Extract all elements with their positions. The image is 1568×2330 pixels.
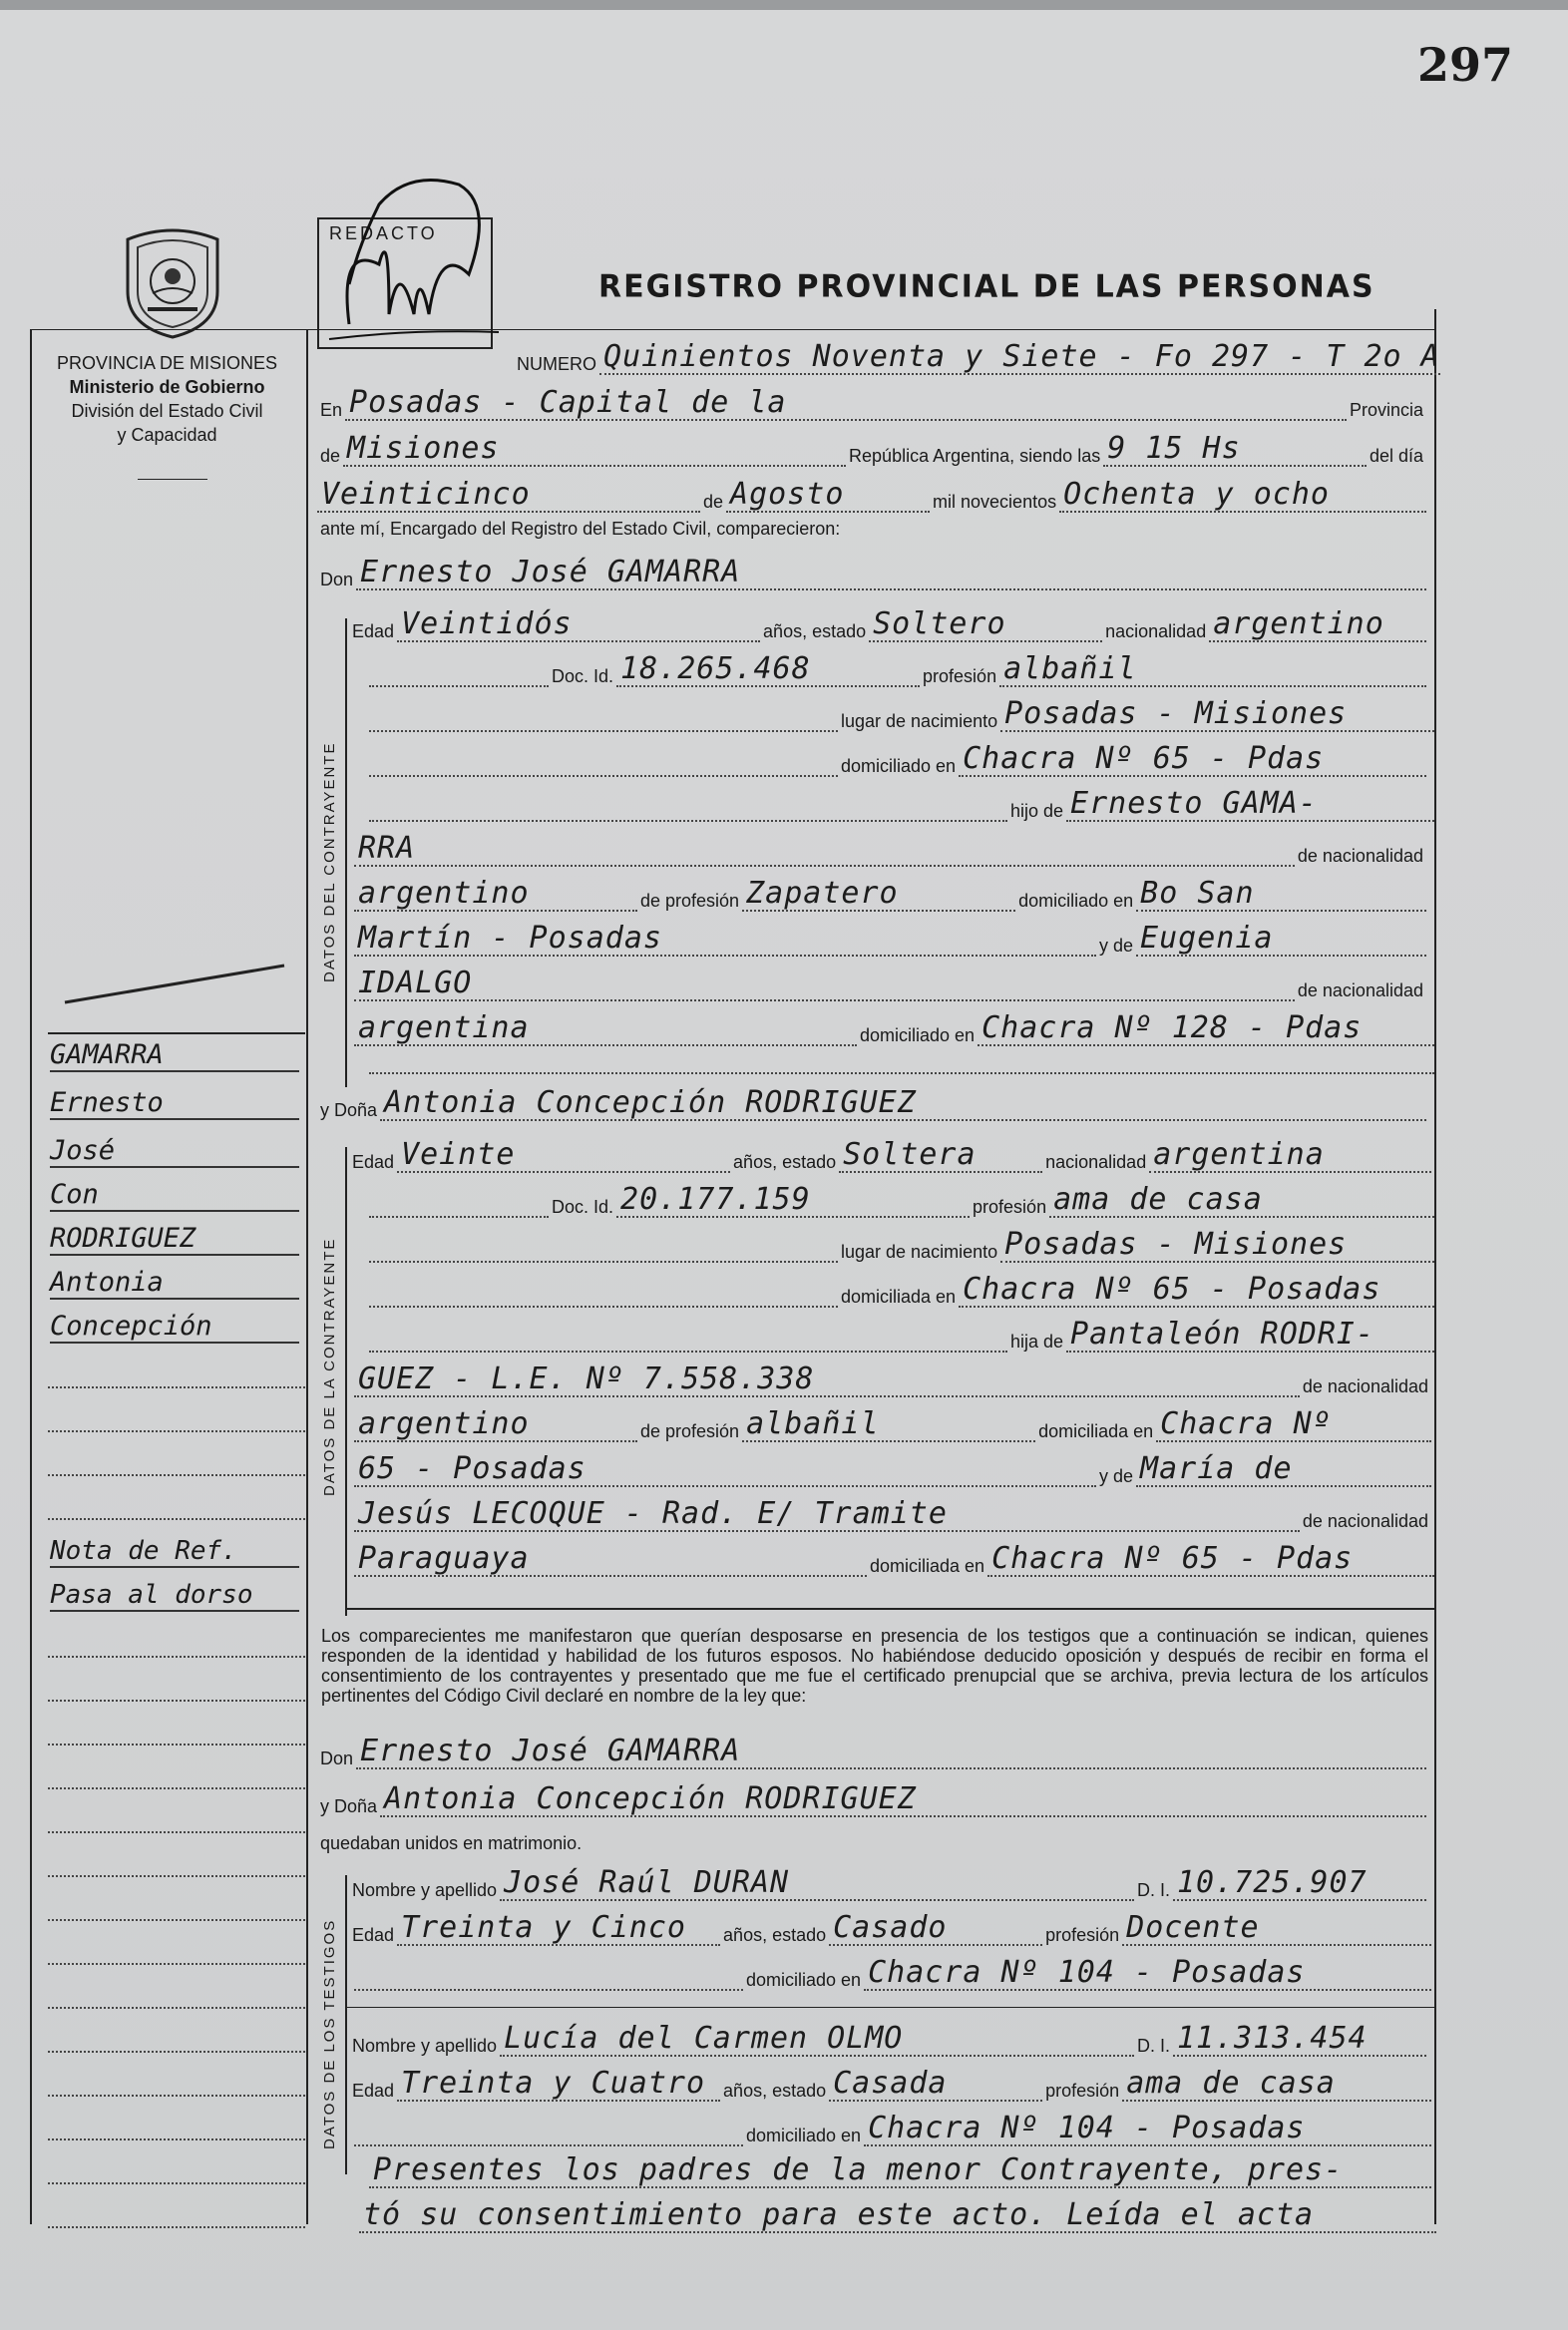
c2-padre-prof-row (354, 1408, 1431, 1442)
top-rule (30, 329, 1436, 330)
divider (138, 479, 207, 480)
margin-note: GAMARRA (50, 1039, 299, 1072)
stamp-label: REDACTO (329, 223, 438, 243)
c2-madre-cont: Jesús LECOQUE - Rad. E/ Tramite (354, 1498, 1300, 1532)
province-label: PROVINCIA DE MISIONES (56, 353, 278, 373)
blank-line (369, 1216, 549, 1218)
c1-padre: Ernesto GAMA- (1066, 788, 1434, 822)
don-label: Don (320, 1748, 354, 1768)
c2-lugar: Posadas - Misiones (1000, 1229, 1434, 1263)
c2-madre-dom: Chacra Nº 65 - Pdas (987, 1543, 1434, 1577)
c2-edad: Veinte (397, 1139, 730, 1173)
edad-label: Edad (352, 1925, 395, 1945)
margin-line (48, 1787, 305, 1789)
hijo-label: hijo de (1010, 801, 1064, 821)
nacionalidad-label: nacionalidad (1105, 621, 1207, 641)
profesion-label: profesión (923, 666, 997, 686)
blank-line (369, 1351, 1007, 1353)
margin-line (48, 2182, 305, 2184)
contrayente2-side-label: DATOS DE LA CONTRAYENTE (321, 1237, 338, 1496)
blank-line (354, 2144, 743, 2146)
c1-padre-nac: argentino (354, 878, 637, 912)
ministry-label: Ministerio de Gobierno (69, 377, 265, 397)
c2-lugar-row (369, 1229, 1434, 1263)
union-dona-value: Antonia Concepción RODRIGUEZ (380, 1783, 1426, 1817)
union-don-row (317, 1736, 1426, 1769)
c2-hija-row (369, 1319, 1434, 1353)
domiciliado-label: domiciliado en (1018, 891, 1134, 911)
de-nacionalidad-label: de nacionalidad (1297, 846, 1423, 866)
margin-line (48, 2095, 305, 2097)
contrayente1-side-label: DATOS DEL CONTRAYENTE (321, 741, 338, 982)
t1-nombre-row (349, 1867, 1426, 1901)
c2-padre-prof: albañil (742, 1408, 1035, 1442)
top-edge (0, 0, 1568, 10)
c1-profesion: albañil (999, 653, 1426, 687)
edad-label: Edad (352, 1152, 395, 1172)
margin-line (48, 1744, 305, 1746)
margin-note: Ernesto (50, 1087, 299, 1120)
c1-madre-dom-row (354, 1012, 1434, 1046)
provincia-label: Provincia (1349, 400, 1423, 420)
c1-doc-row (369, 653, 1426, 687)
y-de-label: y de (1099, 936, 1134, 956)
numero-field (514, 339, 1440, 375)
nombre-label: Nombre y apellido (352, 2036, 498, 2056)
y-de-label: y de (1099, 1466, 1134, 1486)
c1-madre: Eugenia (1136, 923, 1426, 957)
t2-di: 11.313.454 (1173, 2023, 1426, 2057)
t1-edad: Treinta y Cinco (397, 1912, 720, 1946)
c2-madre-row (354, 1453, 1431, 1487)
margin-line (48, 1700, 305, 1702)
c1-domicilio: Chacra Nº 65 - Pdas (959, 743, 1426, 777)
unidos-text: quedaban unidos en matrimonio. (320, 1833, 583, 1853)
margin-line (48, 2051, 305, 2053)
closing-line-2 (359, 2199, 1436, 2233)
c2-madre: María de (1136, 1453, 1431, 1487)
t2-profesion: ama de casa (1122, 2068, 1431, 2102)
t1-di: 10.725.907 (1173, 1867, 1426, 1901)
lugar-label: lugar de nacimiento (841, 711, 998, 731)
dona-field (317, 1087, 1426, 1121)
bracket-line (345, 618, 347, 1087)
blank-line (369, 1261, 838, 1263)
union-don-value: Ernesto José GAMARRA (356, 1736, 1426, 1769)
don-label: Don (320, 570, 354, 589)
union-dona-row (317, 1783, 1426, 1817)
profesion-label: profesión (973, 1197, 1047, 1217)
ante-line (317, 519, 1426, 540)
edad-label: Edad (352, 621, 395, 641)
unidos-row (317, 1833, 916, 1854)
doc-label: Doc. Id. (552, 1197, 614, 1217)
t1-domicilio-row (354, 1957, 1431, 1991)
profesion-label: profesión (1045, 2081, 1120, 2101)
en-value: Posadas - Capital de la (345, 387, 1347, 421)
de-field (317, 433, 1426, 467)
doc-label: Doc. Id. (552, 666, 614, 686)
c2-madre-nac-row (354, 1498, 1431, 1532)
di-label: D. I. (1136, 1880, 1170, 1900)
domiciliada-label: domiciliada en (841, 1287, 957, 1307)
t2-estado: Casada (829, 2068, 1042, 2102)
contrayente1-nombre: Ernesto José GAMARRA (356, 557, 1426, 590)
c1-domicilio-row (369, 743, 1426, 777)
domiciliada-label: domiciliada en (870, 1556, 985, 1576)
estado-label: años, estado (723, 1925, 827, 1945)
nombre-label: Nombre y apellido (352, 1880, 498, 1900)
t2-edad: Treinta y Cuatro (397, 2068, 720, 2102)
division-label: División del Estado Civil (71, 401, 263, 421)
closing-line-1 (369, 2154, 1431, 2188)
c2-edad-row (349, 1139, 1431, 1173)
estado-label: años, estado (763, 621, 867, 641)
c1-padre-dom: Bo San (1136, 878, 1426, 912)
hora-value: 9 15 Hs (1103, 433, 1367, 467)
margin-note: RODRIGUEZ (50, 1223, 299, 1256)
dona-label: y Doña (320, 1796, 378, 1816)
left-border (30, 329, 32, 2224)
blank-line (354, 1989, 743, 1991)
official-signature (319, 165, 499, 354)
margin-line (48, 1919, 305, 1921)
blank-line (369, 730, 838, 732)
dia-value: Veinticinco (317, 479, 700, 513)
dona-label: y Doña (320, 1100, 378, 1120)
t1-profesion: Docente (1122, 1912, 1431, 1946)
de-label: de (320, 446, 341, 466)
republica-label: República Argentina, siendo las (849, 446, 1101, 466)
margin-line (48, 1656, 305, 1658)
domicilio-label: domiciliado en (841, 756, 957, 776)
domiciliado-label: domiciliado en (860, 1025, 976, 1045)
c2-padre-dom: Chacra Nº (1156, 1408, 1431, 1442)
margin-note: Nota de Ref. (50, 1536, 299, 1568)
mil-label: mil novecientos (933, 492, 1057, 512)
de-value: Misiones (343, 433, 846, 467)
blank-line (369, 820, 1007, 822)
testigos-side-label: DATOS DE LOS TESTIGOS (321, 1918, 338, 2149)
c1-edad-row (349, 608, 1426, 642)
c1-padre-cont: RRA (354, 833, 1295, 867)
section-rule (345, 1608, 1434, 1610)
margin-note: Pasa al dorso (50, 1580, 299, 1612)
di-label: D. I. (1136, 2036, 1170, 2056)
bracket-line (345, 1147, 347, 1616)
domiciliado-label: domiciliado en (746, 2126, 862, 2145)
t1-edad-row (349, 1912, 1431, 1946)
c1-hijo-row (369, 788, 1434, 822)
t2-nombre: Lucía del Carmen OLMO (500, 2023, 1134, 2057)
t2-edad-row (349, 2068, 1431, 2102)
de-profesion-label: de profesión (640, 1421, 740, 1441)
margin-line (48, 2007, 305, 2009)
de-profesion-label: de profesión (640, 891, 740, 911)
margin-note: Con (50, 1179, 299, 1212)
c2-doc: 20.177.159 (616, 1184, 970, 1218)
c2-estado: Soltera (839, 1139, 1042, 1173)
c1-madre-cont: IDALGO (354, 968, 1295, 1001)
blank-line (369, 685, 549, 687)
c2-padre-nac: argentino (354, 1408, 637, 1442)
contrayente2-nombre: Antonia Concepción RODRIGUEZ (380, 1087, 1426, 1121)
right-border (1434, 309, 1436, 2224)
del-dia-label: del día (1369, 446, 1423, 466)
page-number: 297 (1416, 38, 1513, 92)
c2-profesion: ama de casa (1049, 1184, 1434, 1218)
mes-value: Agosto (726, 479, 930, 513)
blank-line (369, 1072, 1434, 1074)
c1-madre-dom: Chacra Nº 128 - Pdas (978, 1012, 1434, 1046)
c2-padre-dom-cont: 65 - Posadas (354, 1453, 1096, 1487)
c2-madre-nac: Paraguaya (354, 1543, 867, 1577)
fecha-field (317, 479, 1426, 513)
c2-nacionalidad: argentina (1149, 1139, 1431, 1173)
ante-text: ante mí, Encargado del Registro del Estado Civil, comparecieron: (320, 519, 841, 539)
margin-line (48, 1963, 305, 1965)
c1-padre-dom-cont: Martín - Posadas (354, 923, 1096, 957)
en-label: En (320, 400, 343, 420)
margin-line (48, 1430, 305, 1432)
section-rule (345, 2007, 1434, 2008)
de-nacionalidad-label: de nacionalidad (1302, 1511, 1428, 1531)
c1-padre-prof: Zapatero (742, 878, 1015, 912)
provincial-seal-icon (118, 221, 227, 339)
c2-padre-cont: GUEZ - L.E. Nº 7.558.338 (354, 1363, 1300, 1397)
c2-domicilio: Chacra Nº 65 - Posadas (959, 1274, 1434, 1308)
c2-madre-dom-row (354, 1543, 1434, 1577)
margin-line (48, 1474, 305, 1476)
t1-estado: Casado (829, 1912, 1042, 1946)
bracket-line (345, 1875, 347, 2174)
t2-domicilio-row (354, 2113, 1431, 2146)
c1-edad: Veintidós (397, 608, 760, 642)
margin-line (48, 2226, 305, 2228)
de-nacionalidad-label: de nacionalidad (1297, 980, 1423, 1000)
de2-label: de (703, 492, 724, 512)
margin-line (48, 2138, 305, 2140)
margin-line (48, 1386, 305, 1388)
don-field (317, 557, 1426, 590)
c1-padre-prof-row (354, 878, 1426, 912)
margin-line (48, 1518, 305, 1520)
division-label-2: y Capacidad (117, 425, 217, 445)
c1-estado: Soltero (869, 608, 1102, 642)
lugar-label: lugar de nacimiento (841, 1242, 998, 1262)
blank-line (369, 1306, 838, 1308)
c2-doc-row (369, 1184, 1434, 1218)
c2-domicilio-row (369, 1274, 1434, 1308)
margin-note: Concepción (50, 1311, 299, 1344)
numero-value: Quinientos Noventa y Siete - Fo 297 - T 2o A (599, 341, 1440, 375)
c1-doc: 18.265.468 (616, 653, 920, 687)
c1-nacionalidad: argentino (1209, 608, 1426, 642)
domiciliada-label: domiciliada en (1038, 1421, 1154, 1441)
numero-label: NUMERO (517, 354, 596, 374)
t2-nombre-row (349, 2023, 1426, 2057)
margin-note: José (50, 1135, 299, 1168)
margin-stroke (60, 958, 289, 1007)
t2-domicilio: Chacra Nº 104 - Posadas (864, 2113, 1431, 2146)
left-header (30, 351, 304, 447)
nacionalidad-label: nacionalidad (1045, 1152, 1147, 1172)
margin-rule (48, 1032, 305, 1034)
c1-padre-nac-row (354, 833, 1426, 867)
edad-label: Edad (352, 2081, 395, 2101)
domiciliado-label: domiciliado en (746, 1970, 862, 1990)
document-title: REGISTRO PROVINCIAL DE LAS PERSONAS (598, 268, 1375, 305)
c1-madre-row (354, 923, 1426, 957)
margin-line (48, 1875, 305, 1877)
anio-value: Ochenta y ocho (1059, 479, 1426, 513)
t1-nombre: José Raúl DURAN (500, 1867, 1134, 1901)
margin-line (48, 1831, 305, 1833)
estado-label: años, estado (723, 2081, 827, 2101)
closing-text-2: tó su consentimiento para este acto. Leída el acta (359, 2199, 1436, 2233)
c1-lugar: Posadas - Misiones (1000, 698, 1434, 732)
c1-madre-nac: argentina (354, 1012, 857, 1046)
margin-note: Antonia (50, 1267, 299, 1300)
consent-paragraph: Los comparecientes me manifestaron que querían desposarse en presencia de los testigos que a continuación se indican, quienes responden de la identidad y habilidad de los futuros esposos. No habiéndose deducido oposición y después de recibir en forma el consentimiento de los contrayentes y presentado que me fue el certificado prenupcial que se archiva, previa lectura de los artículos pertinentes del Código Civil declaré en nombre de la ley que: (321, 1626, 1428, 1706)
c2-padre-nac-row (354, 1363, 1431, 1397)
profesion-label: profesión (1045, 1925, 1120, 1945)
c2-padre: Pantaleón RODRI- (1066, 1319, 1434, 1353)
c1-madre-nac-row (354, 968, 1426, 1001)
estado-label: años, estado (733, 1152, 837, 1172)
en-field (317, 387, 1426, 421)
blank-line (369, 775, 838, 777)
closing-text-1: Presentes los padres de la menor Contrayente, pres- (369, 2154, 1431, 2188)
c1-lugar-row (369, 698, 1434, 732)
hija-label: hija de (1010, 1332, 1064, 1352)
t1-domicilio: Chacra Nº 104 - Posadas (864, 1957, 1431, 1991)
margin-divider (306, 329, 308, 2224)
de-nacionalidad-label: de nacionalidad (1302, 1376, 1428, 1396)
